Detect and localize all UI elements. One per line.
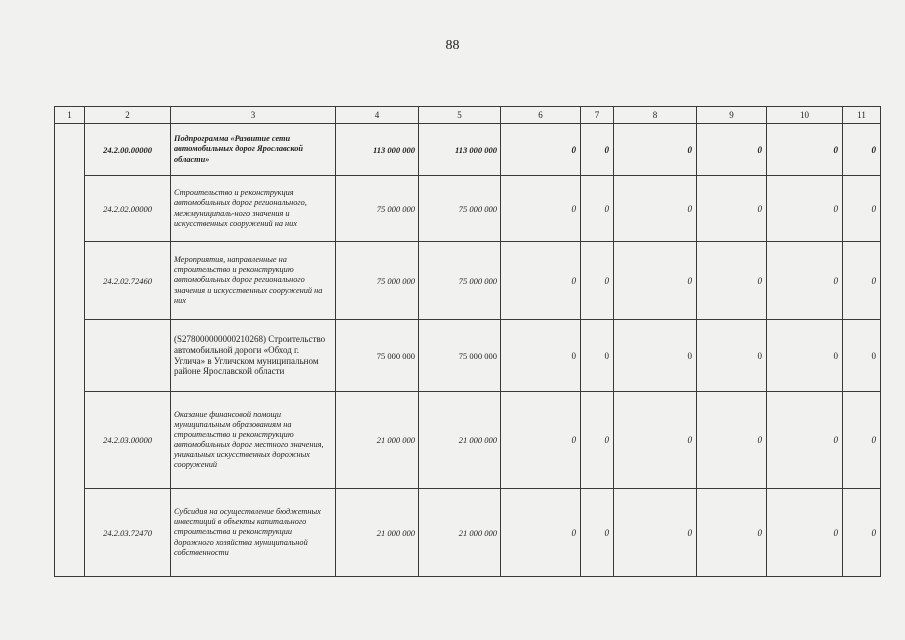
value-cell: 0 <box>501 489 581 577</box>
col1-cell <box>55 124 85 577</box>
header-cell: 5 <box>419 107 501 124</box>
value-cell: 0 <box>614 176 697 242</box>
header-cell: 11 <box>843 107 881 124</box>
value-cell: 0 <box>501 176 581 242</box>
value-cell: 0 <box>501 242 581 320</box>
value-cell: 0 <box>843 392 881 489</box>
value-cell: 0 <box>614 124 697 176</box>
name-cell: (S278000000000210268) Строительство автомобильной дороги «Обход г. Углича» в Угличском муниципальном районе Ярославской области <box>171 320 336 392</box>
header-cell: 1 <box>55 107 85 124</box>
value-cell: 0 <box>843 176 881 242</box>
name-cell: Оказание финансовой помощи муниципальным образованиям на строительство и реконструкцию автомобильных дорог местного значения, уникальных искусственных дорожных сооружений <box>171 392 336 489</box>
value-cell: 0 <box>501 124 581 176</box>
header-cell: 10 <box>767 107 843 124</box>
value-cell: 0 <box>697 242 767 320</box>
value-cell: 0 <box>843 489 881 577</box>
value-cell: 0 <box>581 242 614 320</box>
name-cell: Субсидия на осуществление бюджетных инвестиций в объекты капитального строительства и реконструкции дорожного хозяйства муниципальной собственности <box>171 489 336 577</box>
code-cell: 24.2.03.00000 <box>85 392 171 489</box>
value-cell: 21 000 000 <box>336 489 419 577</box>
value-cell: 75 000 000 <box>336 176 419 242</box>
header-cell: 2 <box>85 107 171 124</box>
value-cell: 0 <box>843 320 881 392</box>
code-cell: 24.2.03.72470 <box>85 489 171 577</box>
table-row <box>55 489 881 577</box>
value-cell: 0 <box>501 320 581 392</box>
page-number: 88 <box>445 38 460 53</box>
code-cell: 24.2.00.00000 <box>85 124 171 176</box>
name-cell: Подпрограмма «Развитие сети автомобильных дорог Ярославской области» <box>171 124 336 176</box>
value-cell: 0 <box>697 392 767 489</box>
code-cell: 24.2.02.72460 <box>85 242 171 320</box>
table-row <box>55 242 881 320</box>
value-cell: 0 <box>581 124 614 176</box>
header-cell: 9 <box>697 107 767 124</box>
value-cell: 0 <box>697 489 767 577</box>
value-cell: 75 000 000 <box>419 242 501 320</box>
budget-table <box>54 106 881 577</box>
value-cell: 0 <box>843 124 881 176</box>
header-cell: 4 <box>336 107 419 124</box>
value-cell: 0 <box>697 320 767 392</box>
value-cell: 113 000 000 <box>336 124 419 176</box>
value-cell: 75 000 000 <box>336 242 419 320</box>
table-row <box>55 320 881 392</box>
value-cell: 75 000 000 <box>419 320 501 392</box>
value-cell: 0 <box>581 320 614 392</box>
value-cell: 0 <box>581 176 614 242</box>
code-cell <box>85 320 171 392</box>
value-cell: 0 <box>614 392 697 489</box>
value-cell: 21 000 000 <box>419 392 501 489</box>
value-cell: 21 000 000 <box>419 489 501 577</box>
value-cell: 0 <box>697 124 767 176</box>
value-cell: 0 <box>697 176 767 242</box>
header-cell: 7 <box>581 107 614 124</box>
header-row <box>55 107 881 124</box>
header-cell: 8 <box>614 107 697 124</box>
name-cell: Мероприятия, направленные на строительство и реконструкцию автомобильных дорог регионального значения и искусственных сооружений на них <box>171 242 336 320</box>
value-cell: 0 <box>767 242 843 320</box>
value-cell: 0 <box>614 489 697 577</box>
table-row <box>55 124 881 176</box>
table-row <box>55 392 881 489</box>
value-cell: 0 <box>767 176 843 242</box>
value-cell: 0 <box>614 320 697 392</box>
header-cell: 6 <box>501 107 581 124</box>
header-cell: 3 <box>171 107 336 124</box>
value-cell: 113 000 000 <box>419 124 501 176</box>
value-cell: 75 000 000 <box>336 320 419 392</box>
value-cell: 0 <box>614 242 697 320</box>
value-cell: 0 <box>767 320 843 392</box>
value-cell: 0 <box>843 242 881 320</box>
value-cell: 21 000 000 <box>336 392 419 489</box>
code-cell: 24.2.02.00000 <box>85 176 171 242</box>
value-cell: 0 <box>581 489 614 577</box>
value-cell: 75 000 000 <box>419 176 501 242</box>
table-row <box>55 176 881 242</box>
name-cell: Строительство и реконструкция автомобильных дорог регионального, межмуниципаль-ного значения и искусственных сооружений на них <box>171 176 336 242</box>
value-cell: 0 <box>501 392 581 489</box>
value-cell: 0 <box>767 124 843 176</box>
value-cell: 0 <box>767 392 843 489</box>
value-cell: 0 <box>581 392 614 489</box>
value-cell: 0 <box>767 489 843 577</box>
